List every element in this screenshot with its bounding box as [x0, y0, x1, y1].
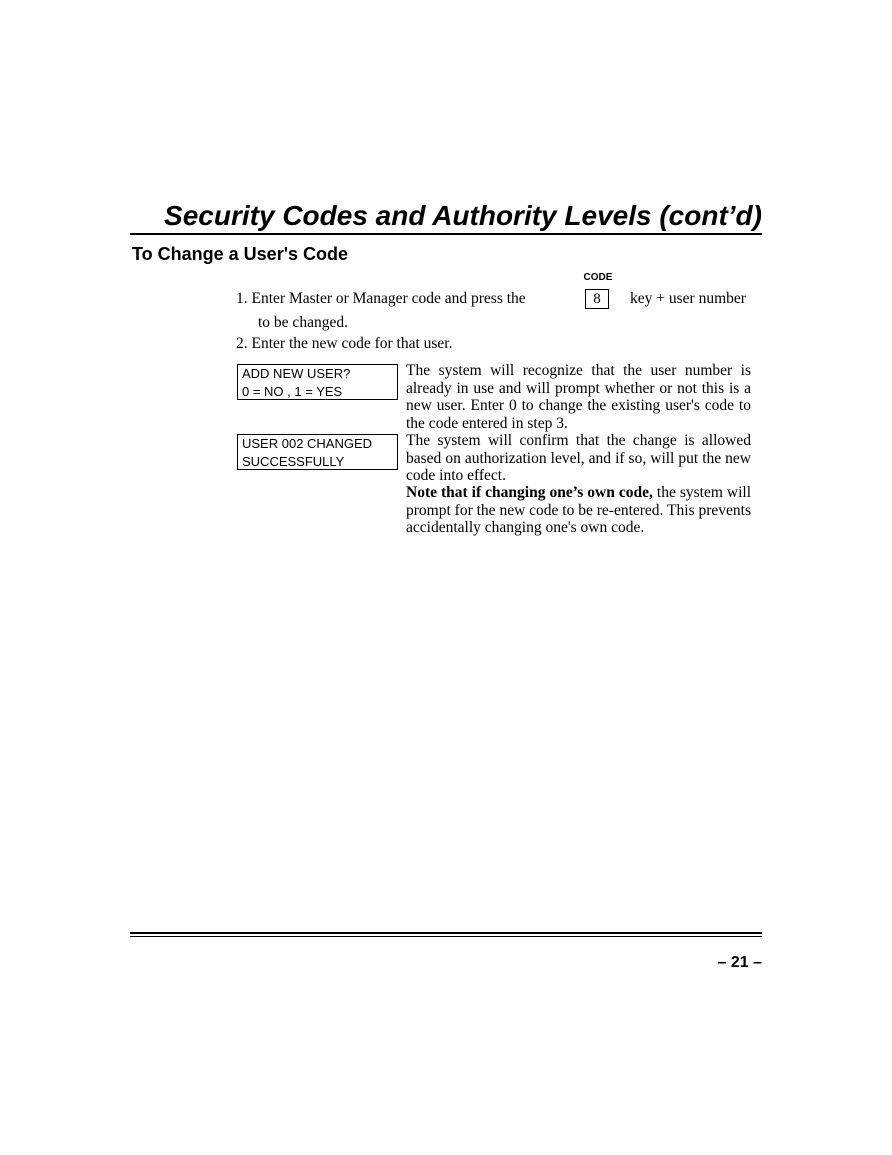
footer-rule [130, 932, 762, 934]
paragraph-confirm: The system will confirm that the change is allowed based on authorization level, and if so, will put the new code into effect. [406, 432, 751, 484]
paragraph-recognize: The system will recognize that the user number is already in use and will prompt whether or not this is a new user. Enter 0 to change the existing user's code to the code entered in step 3. [406, 362, 751, 432]
page-title: Security Codes and Authority Levels (cont’d) [164, 200, 762, 231]
lcd-line-1: USER 002 CHANGED [242, 436, 373, 451]
section-heading: To Change a User's Code [132, 244, 348, 264]
lcd-display-changed [237, 434, 398, 470]
lcd-line-2: 0 = NO , 1 = YES [242, 384, 343, 399]
code-key-box: 8 [585, 289, 609, 309]
footer-rule-thin [130, 936, 762, 937]
lcd-line-2: SUCCESSFULLY [242, 454, 345, 469]
note-text: the system will prompt for the new code to be re-entered. This prevents accidentally changing one's own code. [406, 484, 751, 536]
code-key-label: CODE [583, 272, 613, 283]
lcd-display-add-user [237, 364, 398, 400]
step-1-continuation: to be changed. [258, 314, 348, 331]
step-2-text: 2. Enter the new code for that user. [236, 335, 453, 352]
step-1-text: 1. Enter Master or Manager code and press the [236, 290, 526, 307]
lcd-line-1: ADD NEW USER? [242, 366, 351, 381]
note-bold: Note that if changing one’s own code, [406, 484, 653, 501]
step-1-text-end: key + user number [630, 290, 746, 307]
title-rule [130, 233, 762, 235]
page-number: – 21 – [717, 954, 762, 971]
paragraph-note [406, 484, 751, 537]
